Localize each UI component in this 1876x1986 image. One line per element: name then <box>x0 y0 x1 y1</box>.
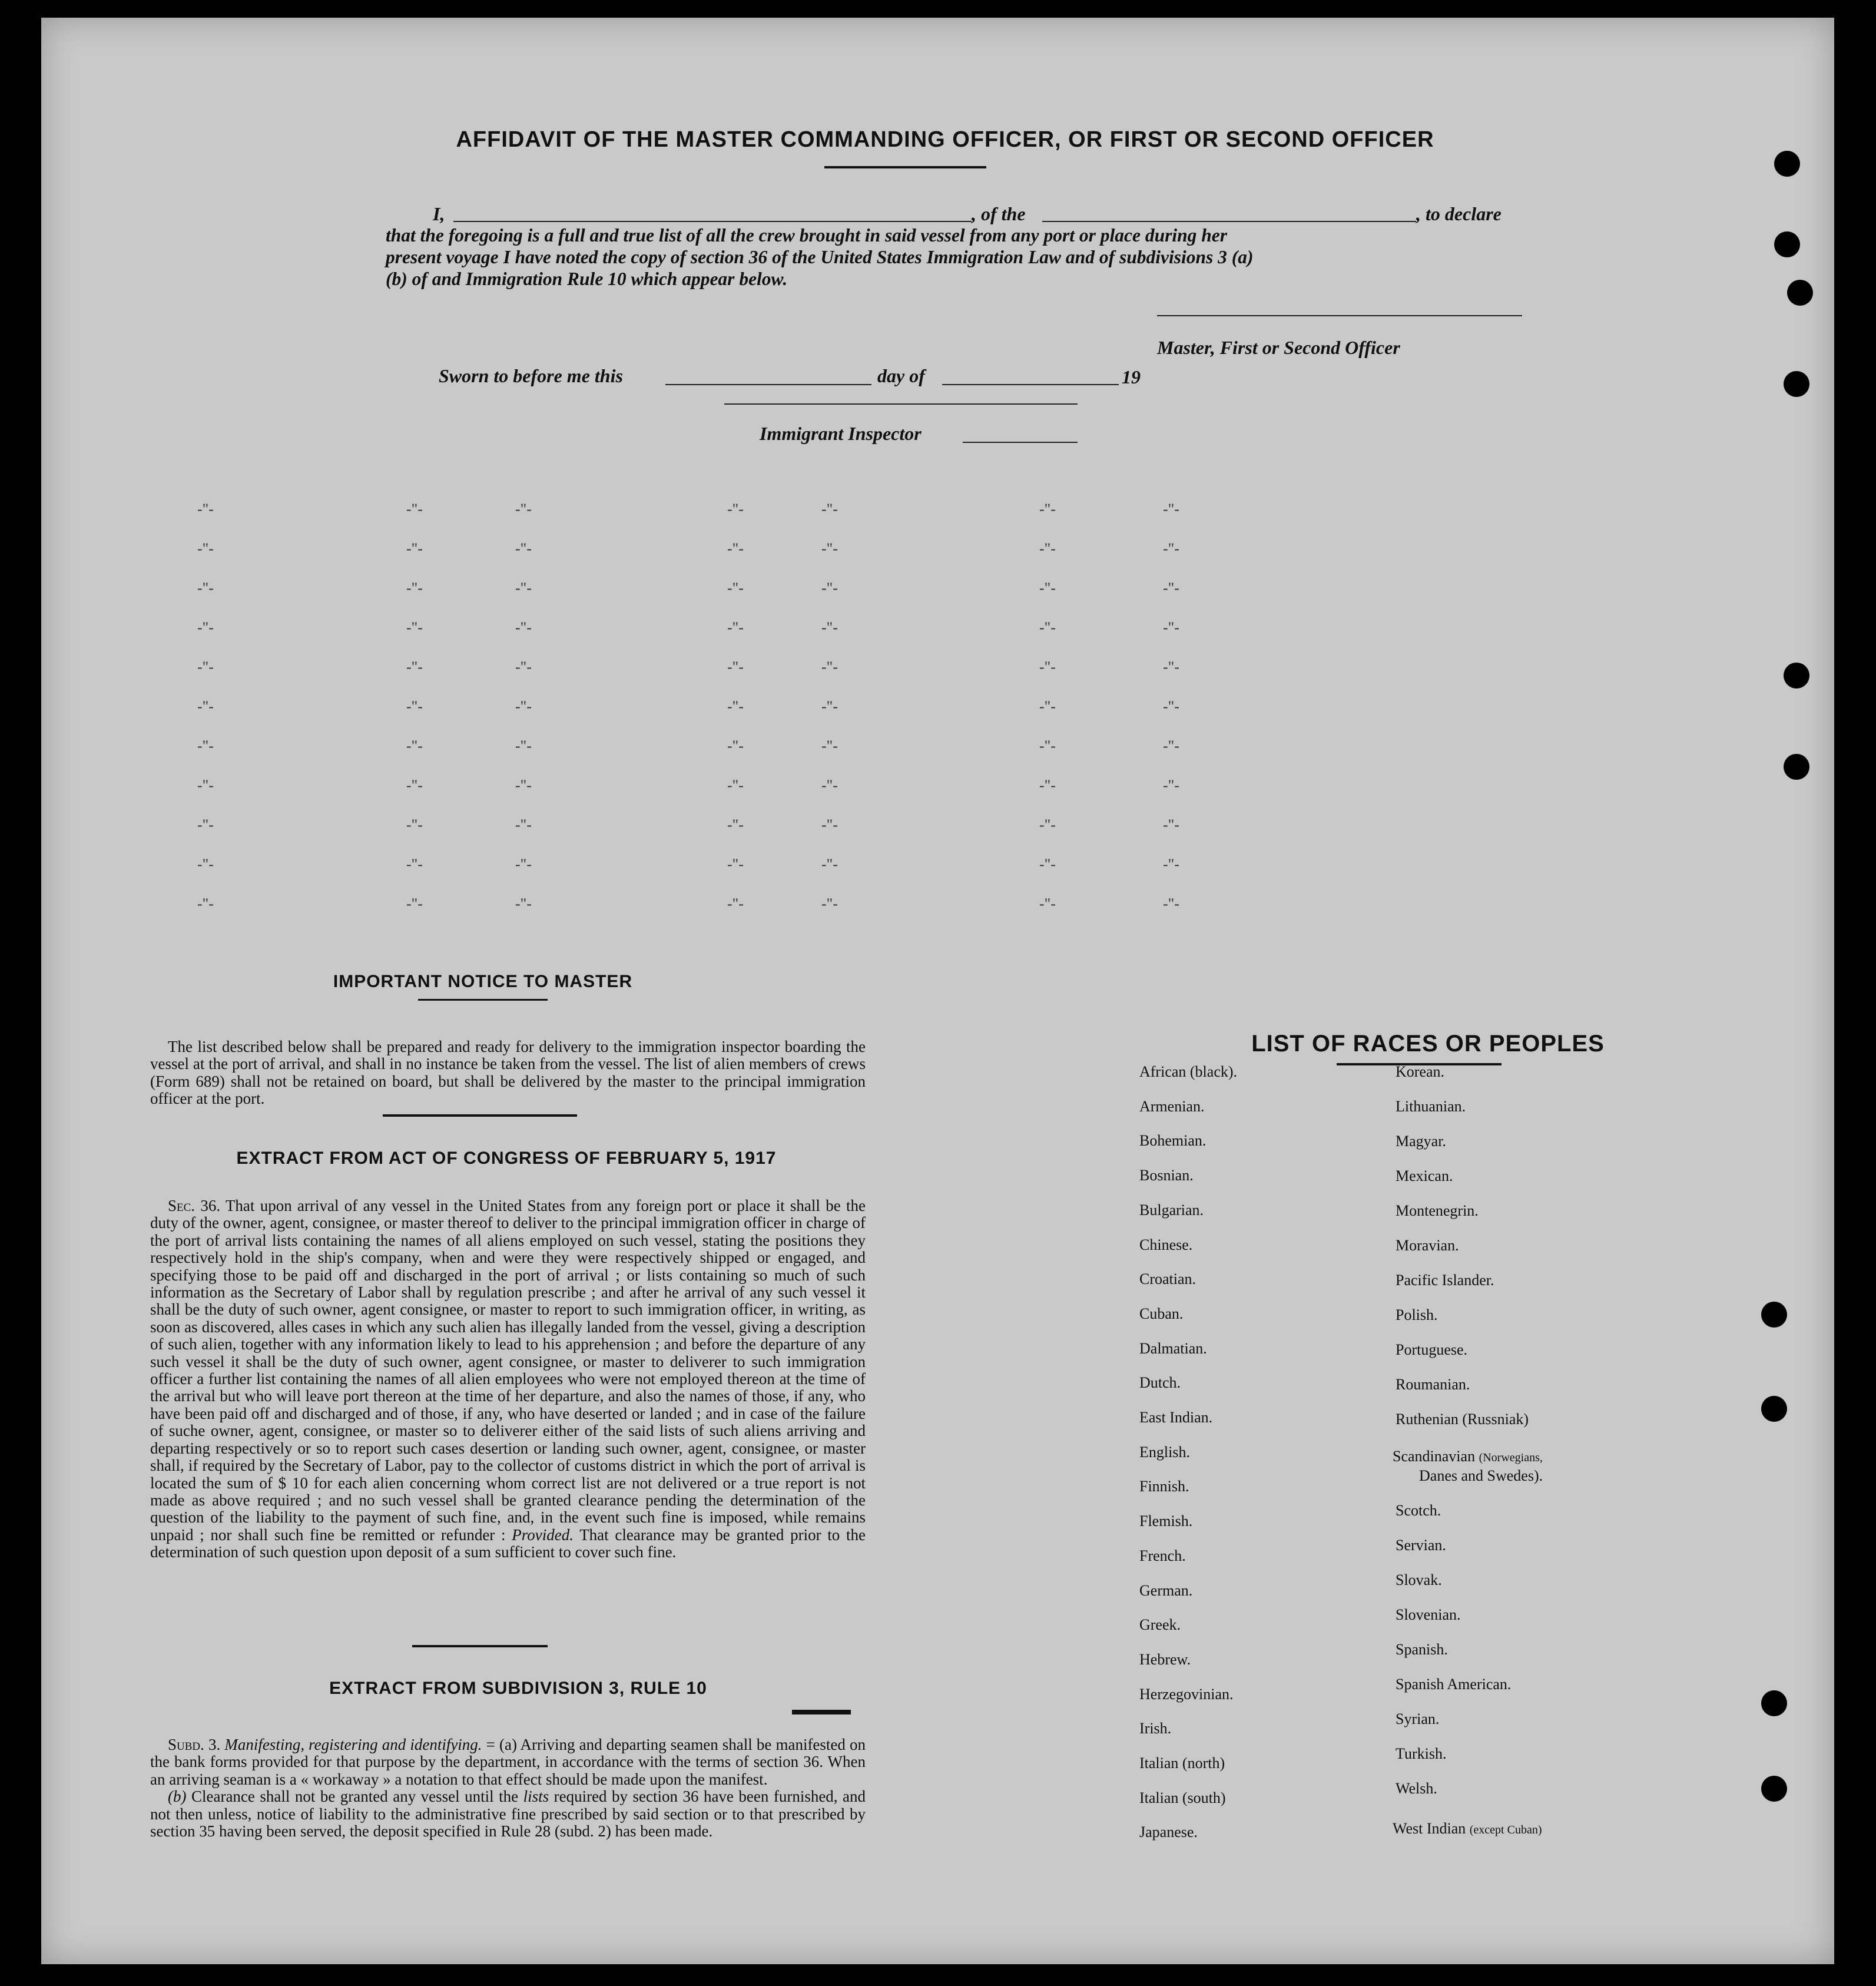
ditto-mark: -"- <box>515 580 532 597</box>
master-signature-label: Master, First or Second Officer <box>1157 337 1400 358</box>
sec-36-paragraph <box>150 1197 866 1561</box>
ditto-mark: -"- <box>1163 856 1179 873</box>
race-item: Spanish. <box>1396 1641 1448 1658</box>
race-item: Dalmatian. <box>1139 1339 1207 1357</box>
affidavit-i: I, <box>433 203 445 224</box>
ditto-mark: -"- <box>197 856 214 873</box>
ditto-mark: -"- <box>821 580 838 597</box>
ditto-mark: -"- <box>821 777 838 794</box>
ditto-mark: -"- <box>197 540 214 557</box>
ditto-mark: -"- <box>821 737 838 754</box>
ditto-mark: -"- <box>1163 737 1179 754</box>
ditto-mark: -"- <box>1163 540 1179 557</box>
race-item: Flemish. <box>1139 1512 1193 1530</box>
race-item: Turkish. <box>1396 1745 1447 1762</box>
ditto-mark: -"- <box>515 895 532 912</box>
ditto-mark: -"- <box>515 816 532 833</box>
punch-hole <box>1784 663 1809 689</box>
ditto-mark: -"- <box>1163 816 1179 833</box>
ditto-mark: -"- <box>1163 895 1179 912</box>
ditto-mark: -"- <box>727 580 744 597</box>
title-underline <box>824 166 986 168</box>
race-item: Roumanian. <box>1396 1376 1470 1393</box>
race-item: Magyar. <box>1396 1133 1446 1150</box>
race-item: Slovak. <box>1396 1571 1442 1588</box>
race-scandinavian <box>1393 1448 1543 1465</box>
race-item: Chinese. <box>1139 1236 1193 1253</box>
ditto-mark: -"- <box>1039 658 1056 676</box>
ditto-mark: -"- <box>197 698 214 715</box>
ditto-mark: -"- <box>1039 856 1056 873</box>
ditto-mark: -"- <box>1163 619 1179 636</box>
race-item: Korean. <box>1396 1063 1445 1080</box>
extract-act-text <box>150 1197 866 1561</box>
notice-paragraph: The list described below shall be prepared and ready for delivery to the immigration inspector boarding the vessel at the port of arrival, and shall in no instance be taken from the vessel. The list of alien members of crews (Form 689) shall not be retained on board, but shall be delivered by the master to the principal immigration officer at the port. <box>150 1038 866 1108</box>
name-blank <box>453 221 972 222</box>
sec-label: Sec. 36. <box>168 1197 221 1214</box>
ditto-mark: -"- <box>821 856 838 873</box>
ditto-mark: -"- <box>515 658 532 676</box>
ditto-mark: -"- <box>1039 698 1056 715</box>
subd-b-label: (b) <box>168 1788 187 1806</box>
ditto-mark: -"- <box>1039 737 1056 754</box>
ditto-mark: -"- <box>197 501 214 518</box>
race-item: East Indian. <box>1139 1409 1213 1426</box>
race-item: Finnish. <box>1139 1478 1189 1495</box>
punch-hole <box>1761 1690 1787 1716</box>
affidavit-title: AFFIDAVIT OF THE MASTER COMMANDING OFFICER, OR FIRST OR SECOND OFFICER <box>456 127 1434 152</box>
ditto-mark: -"- <box>197 777 214 794</box>
affidavit-line-3: present voyage I have noted the copy of section 36 of the United States Immigration Law and of subdivisions 3 (a) <box>386 247 1254 267</box>
race-west-indian-main: West Indian <box>1393 1820 1466 1837</box>
ditto-mark: -"- <box>515 737 532 754</box>
subd-b-text-2: required by section 36 have been furnished, and not then unless, notice of liability to the administrative fine prescribed by said section or to that prescribed by section 35 having been served, the deposit specified in Rule 28 (subd. 2) has been made. <box>150 1788 866 1841</box>
race-item: African (black). <box>1139 1063 1238 1080</box>
punch-hole <box>1784 371 1809 397</box>
ditto-mark: -"- <box>727 895 744 912</box>
ditto-mark: -"- <box>821 698 838 715</box>
race-item: Mexican. <box>1396 1167 1453 1184</box>
race-item: Syrian. <box>1396 1710 1440 1727</box>
ditto-mark: -"- <box>406 619 423 636</box>
race-item: Slovenian. <box>1396 1606 1461 1623</box>
ditto-mark: -"- <box>406 698 423 715</box>
month-blank <box>942 384 1119 385</box>
ditto-mark: -"- <box>727 698 744 715</box>
punch-hole <box>1761 1302 1787 1328</box>
ditto-mark: -"- <box>1163 501 1179 518</box>
ditto-mark: -"- <box>821 895 838 912</box>
races-title: LIST OF RACES OR PEOPLES <box>1251 1031 1605 1057</box>
ditto-mark: -"- <box>1163 777 1179 794</box>
ditto-mark: -"- <box>515 698 532 715</box>
race-item: Bohemian. <box>1139 1132 1207 1150</box>
inspector-signature-line <box>724 403 1078 405</box>
race-item: Pacific Islander. <box>1396 1272 1494 1289</box>
race-item: Greek. <box>1139 1616 1181 1634</box>
notice-title: IMPORTANT NOTICE TO MASTER <box>333 972 633 991</box>
ditto-mark: -"- <box>727 816 744 833</box>
ditto-mark: -"- <box>727 619 744 636</box>
affidavit-to-declare: , to declare <box>1416 203 1502 224</box>
ditto-mark: -"- <box>1039 777 1056 794</box>
rule-divider <box>792 1710 851 1714</box>
race-item: Hebrew. <box>1139 1650 1191 1668</box>
ditto-mark: -"- <box>1163 580 1179 597</box>
race-item: Scotch. <box>1396 1502 1441 1519</box>
race-item: German. <box>1139 1581 1193 1599</box>
race-item: Croatian. <box>1139 1270 1196 1288</box>
ditto-mark: -"- <box>406 816 423 833</box>
ditto-mark: -"- <box>1039 816 1056 833</box>
ditto-mark: -"- <box>406 856 423 873</box>
act-divider <box>412 1645 548 1647</box>
race-item: Polish. <box>1396 1306 1438 1323</box>
ditto-mark: -"- <box>197 658 214 676</box>
ditto-mark: -"- <box>821 501 838 518</box>
race-item: Servian. <box>1396 1537 1446 1554</box>
ditto-mark: -"- <box>406 777 423 794</box>
race-item: Herzegovinian. <box>1139 1685 1234 1703</box>
ditto-mark: -"- <box>515 777 532 794</box>
ditto-mark: -"- <box>1039 619 1056 636</box>
race-item: English. <box>1139 1443 1190 1461</box>
notice-divider <box>383 1114 577 1117</box>
subd-b-lists: lists <box>523 1788 549 1806</box>
subd-a-text: = (a) Arriving and departing seamen shall be manifested on the bank forms provided for that purpose by the department, in accordance with the terms of section 36. When an arriving seaman is a « workaway » a notation to that effect should be made upon the manifest. <box>150 1736 866 1788</box>
race-item: Italian (north) <box>1139 1755 1225 1772</box>
race-item: Japanese. <box>1139 1823 1198 1841</box>
ditto-mark: -"- <box>515 619 532 636</box>
punch-hole <box>1761 1776 1787 1802</box>
extract-act-title: EXTRACT FROM ACT OF CONGRESS OF FEBRUARY 5, 1917 <box>236 1148 777 1168</box>
ditto-mark: -"- <box>727 737 744 754</box>
affidavit-line-2: that the foregoing is a full and true list of all the crew brought in said vessel from any port or place during her <box>386 225 1228 246</box>
ditto-mark: -"- <box>821 619 838 636</box>
notice-text <box>150 1038 866 1108</box>
ditto-mark: -"- <box>406 737 423 754</box>
sec-36-text-end: That clearance may be granted prior to the determination of such question upon deposit of a sum sufficient to cover such fine. <box>150 1525 866 1561</box>
ditto-mark: -"- <box>197 737 214 754</box>
year-label: 19 <box>1122 366 1141 388</box>
provided-label: Provided. <box>512 1525 574 1544</box>
ditto-mark: -"- <box>1039 895 1056 912</box>
race-item: Moravian. <box>1396 1237 1459 1254</box>
affidavit-line-4: (b) of and Immigration Rule 10 which appear below. <box>386 269 788 289</box>
ditto-mark: -"- <box>197 619 214 636</box>
ditto-mark: -"- <box>821 816 838 833</box>
punch-hole <box>1761 1396 1787 1422</box>
ditto-mark: -"- <box>515 856 532 873</box>
subd-3-a <box>150 1736 866 1788</box>
race-item: Irish. <box>1139 1720 1172 1737</box>
ditto-mark: -"- <box>1039 580 1056 597</box>
race-item: Spanish American. <box>1396 1676 1512 1693</box>
race-scandinavian-main: Scandinavian <box>1393 1448 1476 1465</box>
extract-rule-text <box>150 1736 866 1840</box>
inspector-label: Immigrant Inspector <box>760 423 922 444</box>
race-item: Armenian. <box>1139 1097 1205 1115</box>
ditto-mark: -"- <box>727 856 744 873</box>
ditto-mark: -"- <box>406 580 423 597</box>
ditto-mark: -"- <box>727 777 744 794</box>
ditto-mark: -"- <box>727 501 744 518</box>
punch-hole <box>1774 151 1800 177</box>
ditto-mark: -"- <box>1039 501 1056 518</box>
ditto-mark: -"- <box>1039 540 1056 557</box>
race-item: French. <box>1139 1547 1186 1564</box>
ditto-mark: -"- <box>406 895 423 912</box>
extract-rule-title: EXTRACT FROM SUBDIVISION 3, RULE 10 <box>329 1679 707 1698</box>
subd-b-text-1: Clearance shall not be granted any vessel until the <box>191 1788 519 1806</box>
ditto-mark: -"- <box>406 501 423 518</box>
ditto-mark: -"- <box>821 540 838 557</box>
ditto-mark: -"- <box>727 658 744 676</box>
ditto-mark: -"- <box>406 540 423 557</box>
document-page <box>41 18 1834 1964</box>
day-of-label: day of <box>877 365 925 386</box>
punch-hole <box>1787 280 1813 306</box>
race-item: Ruthenian (Russniak) <box>1396 1411 1529 1428</box>
race-item: Portuguese. <box>1396 1341 1468 1358</box>
race-scandinavian-note-2: Danes and Swedes). <box>1419 1467 1543 1484</box>
ditto-mark: -"- <box>727 540 744 557</box>
notice-underline <box>418 999 548 1001</box>
race-item: Dutch. <box>1139 1374 1181 1392</box>
punch-hole <box>1774 231 1800 257</box>
race-item: Bulgarian. <box>1139 1201 1204 1219</box>
subd-label: Subd. 3. <box>168 1736 221 1753</box>
vessel-blank <box>1042 221 1416 222</box>
race-item: Lithuanian. <box>1396 1098 1466 1115</box>
subd-3-b <box>150 1788 866 1840</box>
ditto-mark: -"- <box>197 895 214 912</box>
sworn-day-blank <box>665 384 871 385</box>
ditto-mark: -"- <box>197 816 214 833</box>
race-item: Italian (south) <box>1139 1789 1226 1806</box>
race-item: Montenegrin. <box>1396 1202 1479 1219</box>
subd-heading: Manifesting, registering and identifying. <box>224 1736 482 1753</box>
inspector-blank <box>963 442 1078 443</box>
ditto-mark: -"- <box>197 580 214 597</box>
ditto-mark: -"- <box>515 540 532 557</box>
punch-hole <box>1784 754 1809 780</box>
race-item: Welsh. <box>1396 1780 1437 1797</box>
ditto-mark: -"- <box>406 658 423 676</box>
sec-36-text: That upon arrival of any vessel in the United States from any foreign port or place it shall be the duty of the owner, agent, consignee, or master thereof to deliver to the principal immigration officer in charge of the port of arrival lists containing the names of all aliens employed on such vessel, stating the positions they respectively hold in the ship's company, when and were they were respectively shipped or engaged, and specifying those to be paid off and discharged in the port of arrival ; or lists containing so much of such information as the Secretary of Labor shall by regulation prescribe ; and after he arrival of any such vessel it shall be the duty of such owner, agent consignee, or master to report to such immigration officer, in writing, as soon as discovered, alles cases in which any such alien has illegally landed from the vessel, giving a description of such alien, together with any information likely to lead to his apprehension ; and before the departure of any such vessel it shall be the duty of such owner, agent consignee, or master to deliverer to such immigration officer a further list containing the names of all alien employees who were not employed thereon at the time of the arrival but who will leave port thereon at the time of her departure, and also the names of those, if any, who have been paid off and discharged and of those, if any, who have deserted or landed ; and in case of the failure of suche owner, agent, consignee, or master so to deliverer either of the said lists of such aliens arriving and departing respectively or so to report such cases desertion or landing such owner, agent, consignee, or master shall, if required by the Secretary of Labor, pay to the collector of customs district in which the port of arrival is located the sum of $ 10 for each alien concerning whom correct list are not delivered or a true report is not made as above required ; and no such vessel shall be granted clearance pending the determination of the question of the liability to the payment of such fine, and, in the event such fine is imposed, while remains unpaid ; nor shall such fine be remitted or refunder : <box>150 1197 866 1544</box>
race-scandinavian-note <box>1419 1467 1543 1485</box>
race-west-indian <box>1393 1820 1542 1838</box>
ditto-mark: -"- <box>515 501 532 518</box>
race-item: Bosnian. <box>1139 1167 1194 1184</box>
ditto-mark: -"- <box>821 658 838 676</box>
sworn-label: Sworn to before me this <box>439 365 623 386</box>
master-signature-line <box>1157 315 1522 316</box>
race-item: Cuban. <box>1139 1305 1184 1322</box>
affidavit-of-the: , of the <box>972 203 1026 224</box>
ditto-mark: -"- <box>1163 658 1179 676</box>
race-scandinavian-note-1: (Norwegians, <box>1479 1451 1543 1464</box>
ditto-mark: -"- <box>1163 698 1179 715</box>
race-west-indian-note: (except Cuban) <box>1469 1823 1542 1836</box>
